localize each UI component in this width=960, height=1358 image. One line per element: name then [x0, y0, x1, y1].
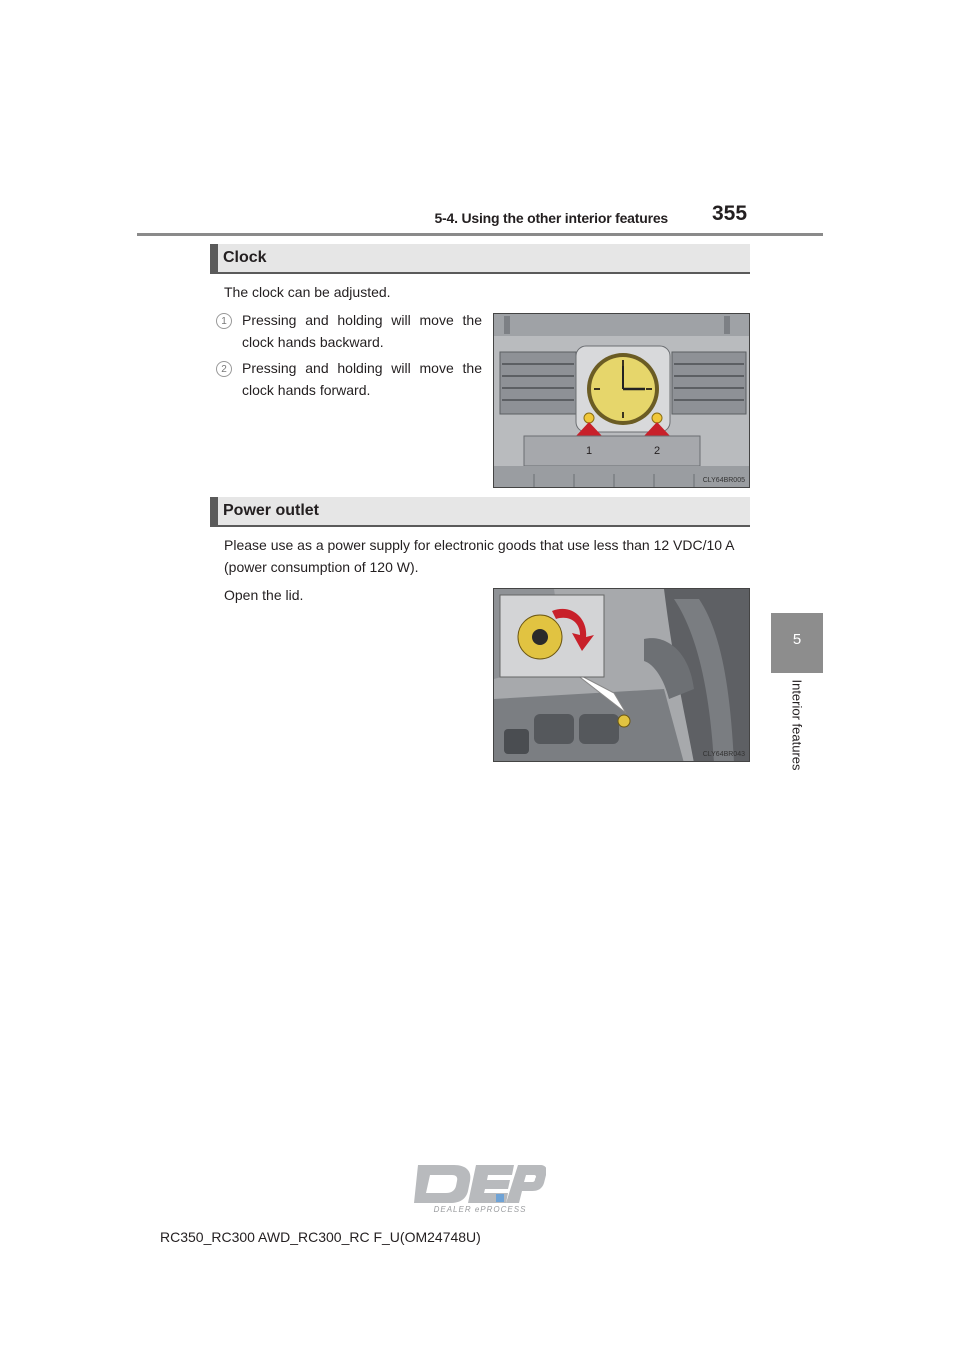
clock-step-1: Pressing and holding will move the clock hands backward. [242, 312, 482, 350]
section-title: Power outlet [223, 502, 320, 519]
clock-intro: The clock can be adjusted. [224, 284, 391, 300]
callout-1: 1 [585, 445, 593, 457]
dep-logo [414, 1163, 546, 1217]
clock-illustration [494, 314, 750, 488]
chapter-tab [771, 613, 823, 673]
power-outlet-body: Please use as a power supply for electronic goods that use less than 12 VDC/10 A (power consumption of 120 W). [224, 537, 734, 575]
power-outlet-step: Open the lid. [224, 587, 304, 603]
step-number-1: 1 [216, 313, 232, 329]
chapter-number: 5 [792, 631, 802, 648]
running-header: 5-4. Using the other interior features [434, 210, 668, 226]
step-number-2: 2 [216, 361, 232, 377]
clock-figure [493, 313, 750, 488]
document-footer: RC350_RC300 AWD_RC300_RC F_U(OM24748U) [160, 1229, 481, 1245]
page-number: 355 [712, 202, 748, 225]
chapter-title: Interior features [789, 679, 805, 771]
header-rule [137, 233, 823, 236]
section-heading-power-outlet [210, 497, 750, 527]
power-outlet-figure [493, 588, 750, 762]
callout-2: 2 [653, 445, 661, 457]
clock-step-2: Pressing and holding will move the clock hands forward. [242, 360, 482, 398]
figure-code: CLY64BR043 [702, 751, 745, 758]
section-title: Clock [223, 249, 267, 266]
figure-code: CLY64BR005 [702, 477, 745, 484]
heading-marker [210, 497, 218, 525]
dep-logo-subtext: DEALER ePROCESS [433, 1205, 527, 1214]
power-outlet-illustration [494, 589, 750, 762]
heading-marker [210, 244, 218, 272]
section-heading-clock [210, 244, 750, 274]
